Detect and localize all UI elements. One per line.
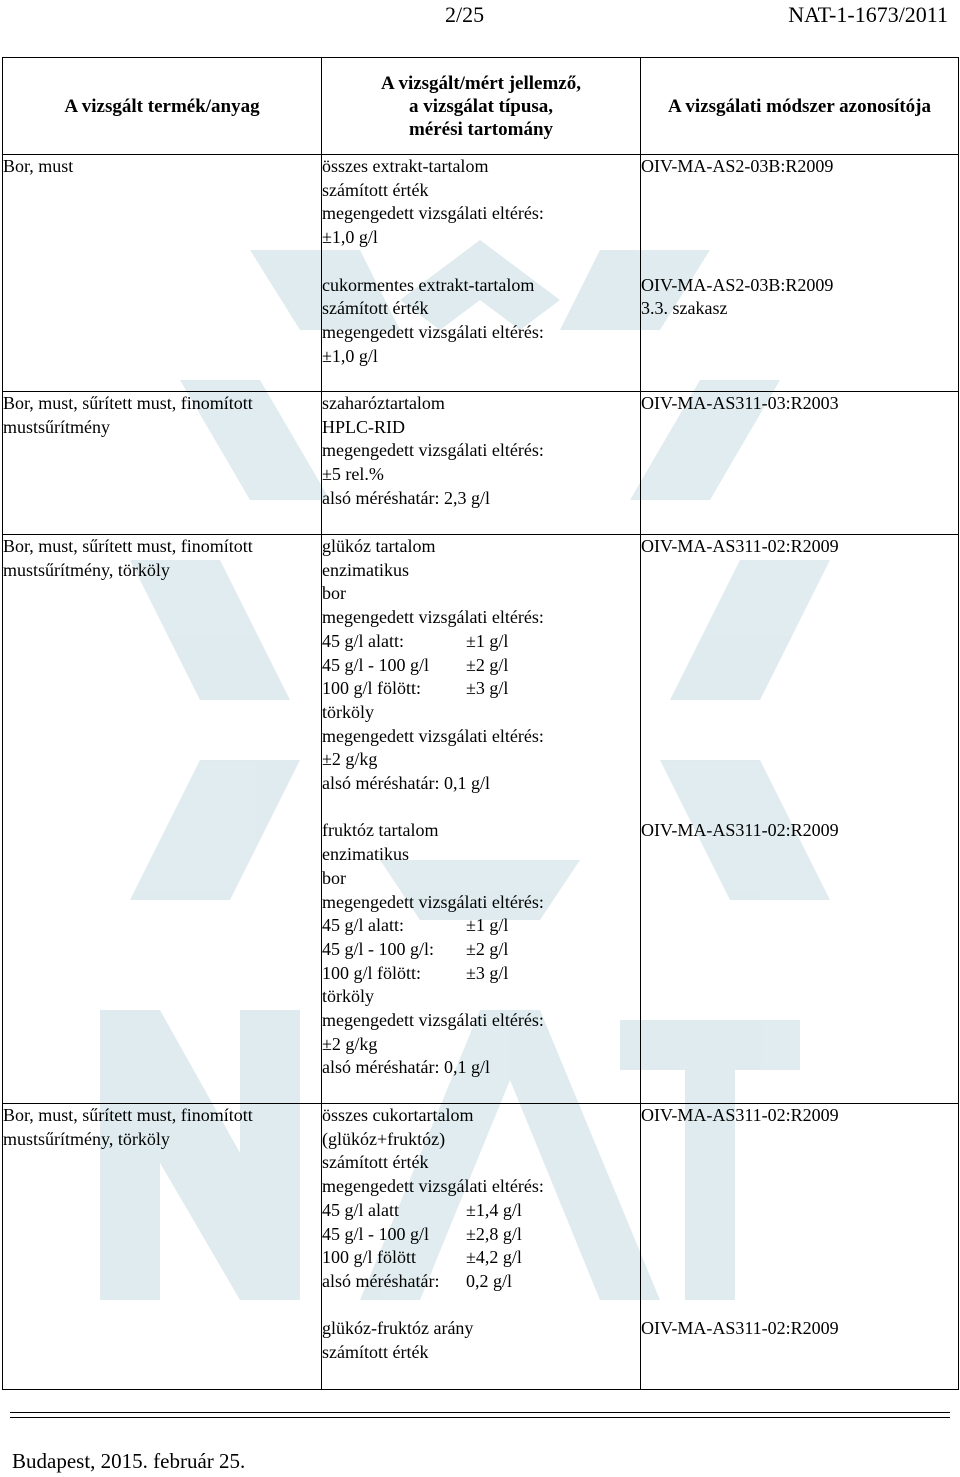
text-line: bor <box>322 867 346 888</box>
text-line: ±2 g/kg <box>322 749 378 770</box>
product-line: Bor, must <box>3 156 74 176</box>
table-row <box>3 535 959 1104</box>
text-line: megengedett vizsgálati eltérés: <box>322 203 544 224</box>
product-cell <box>3 155 322 392</box>
text-line: szaharóztartalom <box>322 393 445 413</box>
measurement-block <box>322 535 640 796</box>
tolerance-range-row <box>322 630 640 654</box>
text-line: alsó méréshatár: 0,1 g/l <box>322 1057 490 1078</box>
characteristic-cell <box>322 1104 641 1390</box>
text-line: megengedett vizsgálati eltérés: <box>322 725 544 746</box>
column-header-method: A vizsgálati módszer azonosítója <box>641 58 959 155</box>
text-line: HPLC-RID <box>322 416 406 437</box>
measurement-block <box>322 155 640 250</box>
header-line: a vizsgálat típusa, <box>408 95 554 117</box>
range-value: ±4,2 g/l <box>466 1247 522 1268</box>
tolerance-range-row <box>322 914 640 938</box>
product-line: Bor, must, sűrített must, finomított <box>3 1105 253 1125</box>
range-label: 45 g/l - 100 g/l <box>322 1223 429 1244</box>
range-value: ±3 g/l <box>466 678 509 699</box>
column-header-product: A vizsgált termék/anyag <box>3 58 322 155</box>
text-line: törköly <box>322 701 374 722</box>
footer-place-date: Budapest, 2015. február 25. <box>12 1449 246 1473</box>
product-line: mustsűrítmény, törköly <box>3 1128 170 1149</box>
range-label: 45 g/l alatt: <box>322 915 404 936</box>
text-line: megengedett vizsgálati eltérés: <box>322 1176 544 1197</box>
footer-rule <box>10 1417 950 1418</box>
text-line: számított érték <box>322 1152 429 1173</box>
footer-rule <box>10 1412 950 1413</box>
tolerance-range-row <box>322 1199 640 1223</box>
text-line: megengedett vizsgálati eltérés: <box>322 1010 544 1031</box>
tolerance-range-row <box>322 938 640 962</box>
document-id: NAT-1-1673/2011 <box>788 2 948 27</box>
method-id: OIV-MA-AS311-02:R2009 <box>641 820 839 841</box>
method-block <box>641 155 958 274</box>
method-block <box>641 819 958 843</box>
tolerance-range-row <box>322 1223 640 1247</box>
table-row <box>3 155 959 392</box>
text-line: összes cukortartalom <box>322 1105 474 1125</box>
text-line: fruktóz tartalom <box>322 820 439 841</box>
text-line: ±1,0 g/l <box>322 227 378 248</box>
range-value: ±2,8 g/l <box>466 1223 522 1244</box>
text-line: bor <box>322 583 346 604</box>
text-line: számított érték <box>322 179 429 200</box>
product-line: mustsűrítmény, törköly <box>3 559 170 580</box>
method-cell <box>641 155 959 392</box>
page-number: 2/25 <box>445 2 485 27</box>
tolerance-range-row <box>322 677 640 701</box>
header-line: mérési tartomány <box>408 118 554 140</box>
text-line: enzimatikus <box>322 559 409 580</box>
text-line: megengedett vizsgálati eltérés: <box>322 440 544 461</box>
product-line: Bor, must, sűrített must, finomított <box>3 393 253 413</box>
text-line: (glükóz+fruktóz) <box>322 1128 446 1149</box>
measurement-block <box>322 274 640 369</box>
range-value: ±2 g/l <box>466 938 509 959</box>
product-cell <box>3 392 322 535</box>
text-line: alsó méréshatár: 0,1 g/l <box>322 773 490 794</box>
tolerance-range-row <box>322 962 640 986</box>
product-cell <box>3 535 322 1104</box>
range-label: 100 g/l fölött: <box>322 678 421 699</box>
text-line: cukormentes extrakt-tartalom <box>322 274 535 295</box>
detection-limit-row <box>322 1270 640 1294</box>
range-value: ±1,4 g/l <box>466 1199 522 1220</box>
text-line: számított érték <box>322 1342 429 1363</box>
range-value: ±3 g/l <box>466 962 509 983</box>
method-block <box>641 1104 958 1317</box>
range-label: alsó méréshatár: <box>322 1270 440 1291</box>
range-label: 45 g/l - 100 g/l <box>322 654 429 675</box>
table-row <box>3 392 959 535</box>
text-line: megengedett vizsgálati eltérés: <box>322 607 544 628</box>
range-value: ±2 g/l <box>466 654 509 675</box>
range-value: ±1 g/l <box>466 630 509 651</box>
measurement-block <box>322 1104 640 1294</box>
method-id: OIV-MA-AS311-02:R2009 <box>641 1105 839 1125</box>
column-header-characteristic <box>322 58 641 155</box>
text-line: megengedett vizsgálati eltérés: <box>322 891 544 912</box>
method-id: OIV-MA-AS311-02:R2009 <box>641 536 839 556</box>
product-line: mustsűrítmény <box>3 416 110 437</box>
accreditation-table <box>2 57 959 1390</box>
method-block <box>641 535 958 819</box>
table-row <box>3 1104 959 1390</box>
text-line: glükóz tartalom <box>322 536 436 556</box>
characteristic-cell <box>322 392 641 535</box>
product-line: Bor, must, sűrített must, finomított <box>3 536 253 556</box>
text-line: ±1,0 g/l <box>322 345 378 366</box>
text-line: ±2 g/kg <box>322 1033 378 1054</box>
range-value: 0,2 g/l <box>466 1270 513 1291</box>
tolerance-range-row <box>322 654 640 678</box>
table-header-row <box>3 58 959 155</box>
measurement-block <box>322 819 640 1080</box>
method-cell <box>641 1104 959 1390</box>
range-value: ±1 g/l <box>466 915 509 936</box>
range-label: 45 g/l - 100 g/l: <box>322 938 434 959</box>
header-line: A vizsgált/mért jellemző, <box>381 72 581 94</box>
method-id: OIV-MA-AS311-02:R2009 <box>641 1318 839 1339</box>
characteristic-cell <box>322 155 641 392</box>
method-cell <box>641 392 959 535</box>
method-id: OIV-MA-AS311-03:R2003 <box>641 393 839 413</box>
text-line: glükóz-fruktóz arány <box>322 1318 474 1339</box>
method-cell <box>641 535 959 1104</box>
method-section: 3.3. szakasz <box>641 298 728 319</box>
range-label: 45 g/l alatt: <box>322 630 404 651</box>
method-block <box>641 274 958 321</box>
method-id: OIV-MA-AS2-03B:R2009 <box>641 156 834 176</box>
text-line: számított érték <box>322 298 429 319</box>
tolerance-range-row <box>322 1246 640 1270</box>
text-line: enzimatikus <box>322 844 409 865</box>
range-label: 100 g/l fölött: <box>322 962 421 983</box>
text-line: törköly <box>322 986 374 1007</box>
text-line: megengedett vizsgálati eltérés: <box>322 321 544 342</box>
method-id: OIV-MA-AS2-03B:R2009 <box>641 274 834 295</box>
measurement-block <box>322 1317 640 1364</box>
text-line: alsó méréshatár: 2,3 g/l <box>322 487 490 508</box>
range-label: 45 g/l alatt <box>322 1199 399 1220</box>
method-block <box>641 1317 958 1341</box>
text-line: összes extrakt-tartalom <box>322 156 489 176</box>
text-line: ±5 rel.% <box>322 464 384 485</box>
characteristic-cell <box>322 535 641 1104</box>
range-label: 100 g/l fölött <box>322 1247 416 1268</box>
product-cell <box>3 1104 322 1390</box>
